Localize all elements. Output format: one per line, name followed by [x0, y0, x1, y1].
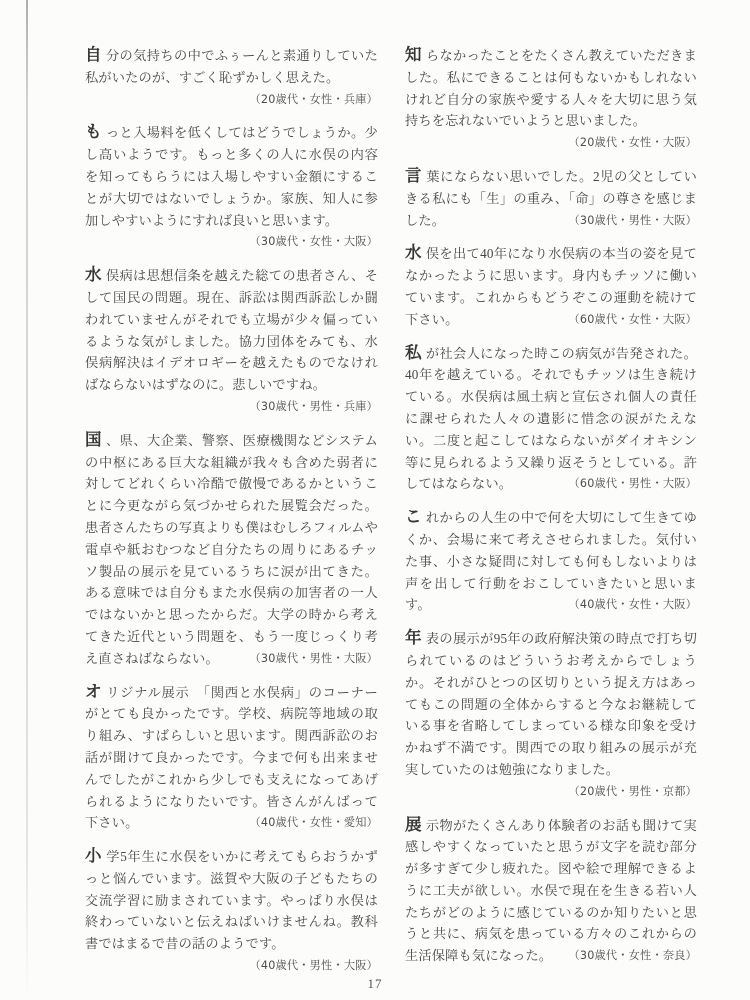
comment-paragraph	[85, 121, 378, 249]
comment-attribution: （60歳代・男性・大阪）	[568, 477, 697, 491]
left-column	[85, 44, 378, 988]
comment-paragraph	[405, 506, 697, 616]
comment-block	[405, 44, 697, 154]
comment-paragraph	[405, 342, 697, 496]
comment-block	[405, 506, 697, 616]
comment-text: が社会人になった時この病気が告発された。40年を越えている。それでもチッソは生き続けている。水俣病は風土病と宣伝され個人の責任に課せられた人々の遺影に惜念の涙がたえない。二度と起こしてはならないがダイオキシン等に見られるよう又繰り返そうとしている。許してはならない。	[405, 345, 697, 492]
comment-lead-char: 年	[405, 628, 422, 648]
comment-lead-char: も	[85, 122, 102, 142]
comment-text: っと入場料を低くしてはどうでしょうか。少し高いようです。もっと多くの人に水俣の内容を知ってもらうには入場しやすい金額にすることが大切ではないでしょうか。家族、知人に参加しやすいようにすれば良いと思います。	[85, 125, 378, 228]
comment-text: 、県、大企業、警察、医療機関などシステムの中枢にある巨大な組織が我々も含めた弱者に対してどれくらい冷酷で傲慢であるかということに今更ながら気づかせられた展覧会だった。患者さんたちの写真よりも僕はむしろフィルムや電卓や紙おむつなど自分たちの周りにあるチッソ製品の展示を見ているうちに涙が出てきた。ある意味では自分もまた水俣病の加害者の一人ではないかと思ったからだ。大学の時から考えてきた近代という問題を、もう一度じっくり考え直さねばならない。	[85, 432, 378, 666]
comment-paragraph	[85, 44, 378, 106]
comment-paragraph	[405, 242, 697, 330]
comment-text: 俣病は思想信条を越えた総ての患者さん、そして国民の問題。現在、訴訟は関西訴訟しか闘われていませんがそれでも立場が少々偏っているような気がしました。協力団体をみても、水俣病解決はイデオロギーを越えたものでなければならないはずなのに。悲しいですね。	[85, 268, 378, 393]
comment-attribution: （20歳代・男性・京都）	[568, 784, 697, 798]
comment-paragraph	[85, 681, 378, 835]
comment-paragraph	[405, 44, 697, 150]
comment-lead-char: 私	[405, 342, 422, 362]
comment-attribution: （40歳代・女性・大阪）	[568, 598, 697, 612]
comment-text: 俣を出て40年になり水俣病の本当の姿を見てなかったように思います。身内もチッソに働いています。これからもどうぞこの運動を続けて下さい。	[405, 246, 697, 327]
right-column	[405, 44, 697, 988]
comment-paragraph	[85, 264, 378, 413]
comment-block	[405, 627, 697, 802]
comment-block	[405, 814, 697, 968]
comment-block	[85, 845, 378, 977]
comments-columns	[85, 44, 697, 988]
comment-attribution: （30歳代・男性・大阪）	[568, 213, 697, 227]
comment-block	[85, 681, 378, 835]
comment-text: リジナル展示 「関西と水俣病」のコーナーがとても良かったです。学校、病院等地域の取り組み、すばらしいと思います。関西訴訟のお話が聞けて良かったです。今まで何も出来ませんでしたがこれから少しでも支えになってあげられるようになりたいです。皆さんがんばって下さい。	[85, 684, 378, 831]
comment-attribution: （20歳代・女性・大阪）	[568, 136, 697, 150]
comment-block	[85, 44, 378, 110]
comment-paragraph	[85, 845, 378, 973]
comment-lead-char: 知	[405, 45, 422, 64]
comment-text: 表の展示が95年の政府解決策の時点で打ち切られているのはどういうお考えからでしょうか。それがひとつの区切りという捉え方はあってもこの問題の全体からすると今なお継続している事を省略してしまっている様な印象を受けかねず不満です。関西での取り組みの展示が充実していたのは勉強になりました。	[405, 631, 697, 777]
comment-block	[85, 264, 378, 418]
comment-lead-char: こ	[405, 507, 422, 527]
comment-block	[85, 429, 378, 670]
comment-paragraph	[85, 429, 378, 670]
scan-edge-artifact-line	[26, 0, 28, 1000]
comment-lead-char: 水	[405, 243, 422, 263]
comment-block	[85, 121, 378, 253]
comment-text: 示物がたくさんあり体験者のお話も聞けて実感しやすくなっていたと思うが文字を読む部分が多すぎて少し疲れた。図や絵で理解できるように工夫が欲しい。水俣で現在を生きる若い人たちがどのように感じているのか知りたいと思うと共に、病気を患っている方々のこれからの生活保障も気になった。	[405, 817, 697, 964]
comment-lead-char: 小	[85, 846, 103, 866]
comment-text: 葉にならない思いでした。2児の父としていきる私にも「生」の重み、「命」の尊さを感じました。	[405, 168, 697, 228]
comment-lead-char: オ	[85, 681, 103, 701]
comment-text: 分の気持ちの中でふぅーんと素通りしていた私がいたのが、すごく恥ずかしく思えた。	[85, 48, 378, 85]
comment-text: れからの人生の中で何を大切にして生きてゆくか、会場に来て考えさせられました。気付いた事、小さな疑問に対しても何もしないよりは声を出して行動をおこしていきたいと思います。	[405, 510, 697, 613]
comment-lead-char: 国	[85, 429, 102, 449]
comment-paragraph	[405, 814, 697, 968]
comment-attribution: （30歳代・男性・兵庫）	[249, 399, 378, 413]
comment-lead-char: 言	[405, 165, 423, 185]
comment-attribution: （30歳代・男性・大阪）	[249, 651, 378, 665]
comment-attribution: （40歳代・女性・愛知）	[249, 816, 378, 830]
comment-attribution: （30歳代・女性・奈良）	[568, 949, 697, 963]
comment-text: 学5年生に水俣をいかに考えてもらおうかずっと悩んでいます。滋賀や大阪の子どもたちの交流学習に励まされています。やっぱり水俣は終わっていないと伝えねばいけませんね。教科書ではまるで昔の話のようです。	[85, 849, 378, 952]
comment-text: らなかったことをたくさん教えていただきました。私にできることは何もないかもしれないけれど自分の家族や愛する人々を大切に思う気持ちを忘れないでいようと思いました。	[405, 48, 697, 129]
comment-lead-char: 水	[85, 265, 102, 285]
comment-paragraph	[405, 627, 697, 798]
comment-lead-char: 自	[85, 45, 102, 64]
comment-paragraph	[405, 165, 697, 231]
comment-attribution: （30歳代・女性・大阪）	[249, 235, 378, 249]
comment-lead-char: 展	[405, 814, 422, 834]
comment-attribution: （40歳代・男性・大阪）	[249, 959, 378, 973]
comment-block	[405, 242, 697, 330]
page-number: 17	[367, 976, 383, 991]
comment-block	[405, 342, 697, 496]
comment-attribution: （20歳代・女性・兵庫）	[249, 92, 378, 106]
comment-attribution: （60歳代・女性・大阪）	[568, 312, 697, 326]
comment-block	[405, 165, 697, 231]
